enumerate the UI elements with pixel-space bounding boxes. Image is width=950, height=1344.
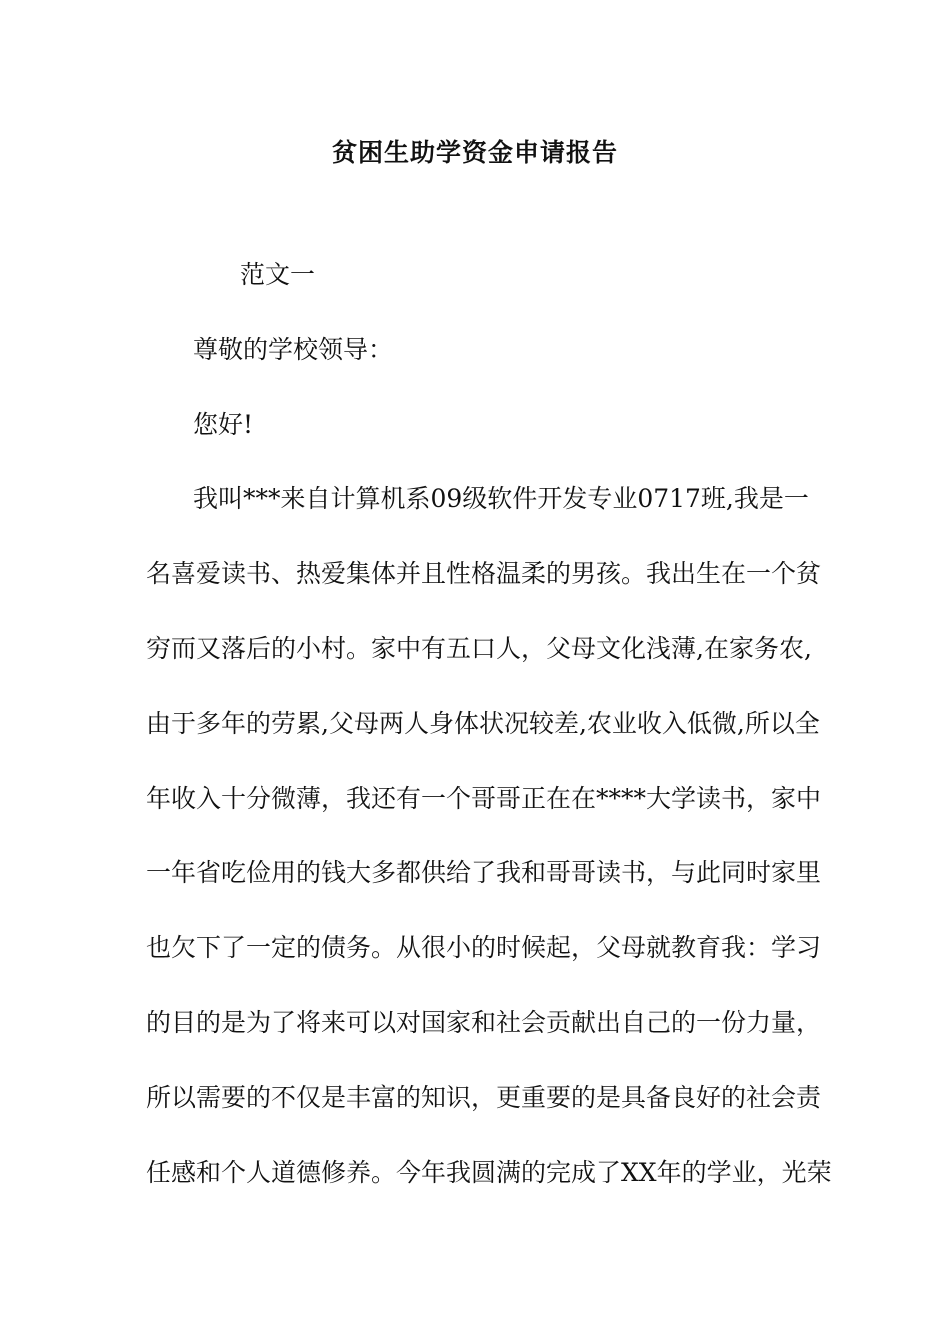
body-line: 的目的是为了将来可以对国家和社会贡献出自己的一份力量， xyxy=(146,1008,822,1037)
section-label: 范文一 xyxy=(240,260,316,289)
body-line: 任感和个人道德修养。今年我圆满的完成了XX年的学业，光荣 xyxy=(146,1158,832,1187)
body-line: 所以需要的不仅是丰富的知识，更重要的是具备良好的社会责 xyxy=(146,1083,822,1112)
greeting: 您好! xyxy=(193,410,254,439)
body-line: 由于多年的劳累,父母两人身体状况较差,农业收入低微,所以全 xyxy=(146,709,820,738)
document-title: 贫困生助学资金申请报告 xyxy=(331,138,618,167)
salutation: 尊敬的学校领导： xyxy=(193,335,394,364)
body-line: 我叫***来自计算机系09级软件开发专业0717班,我是一 xyxy=(193,484,809,513)
body-line: 也欠下了一定的债务。从很小的时候起，父母就教育我：学习 xyxy=(146,933,822,962)
body-line: 一年省吃俭用的钱大多都供给了我和哥哥读书，与此同时家里 xyxy=(146,858,822,887)
body-line: 穷而又落后的小村。家中有五口人，父母文化浅薄,在家务农, xyxy=(146,634,812,663)
body-line: 名喜爱读书、热爱集体并且性格温柔的男孩。我出生在一个贫 xyxy=(146,559,822,588)
body-line: 年收入十分微薄，我还有一个哥哥正在在****大学读书，家中 xyxy=(146,784,822,813)
